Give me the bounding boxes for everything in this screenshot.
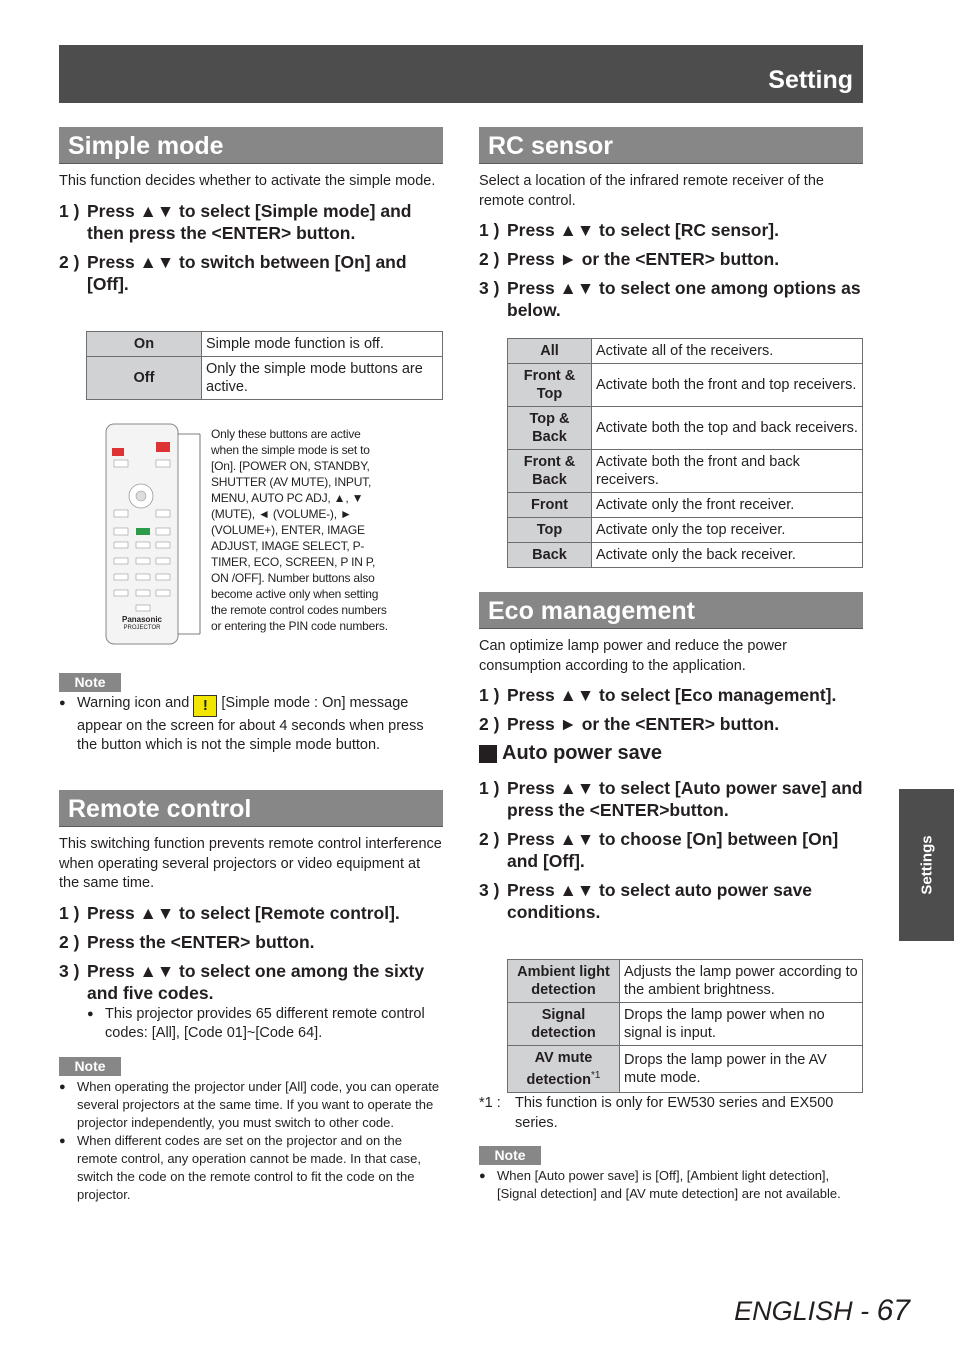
step-number: 3 ) [479,880,500,900]
note-text: When operating the projector under [All] code, you can operate several projectors at the same time. If you want to operate the projector independently, you must switch to other code. [77,1078,440,1130]
sub-bullet-text: This projector provides 65 different remote control codes: [All], [Code 01]~[Code 64]. [105,1005,425,1041]
step-text: Press ▲▼ to choose [On] between [On] and [Off]. [507,829,839,871]
table-key: Signal detection [508,1003,620,1046]
eco-note [479,1146,863,1203]
table-row [508,364,863,407]
step-item [479,684,863,706]
rc-sensor-section [479,127,863,328]
side-tab [899,789,954,941]
note-item [59,1078,443,1132]
step-text: Press ▲▼ to select [Remote control]. [87,902,400,923]
rc-sensor-table [507,338,863,568]
step-item [479,713,863,735]
step-number: 2 ) [59,251,80,272]
table-key: All [508,339,592,364]
step-number: 2 ) [479,829,500,849]
table-value: Drops the lamp power when no signal is input. [620,1003,863,1046]
note-item [59,694,443,755]
table-row [508,518,863,543]
rc-sensor-steps [479,219,863,321]
note-label: Note [59,673,121,692]
footnote-ref: *1 [591,1070,601,1081]
note-item [59,1132,443,1204]
remote-caption: Only these buttons are active when the simple mode is set to [On]. [POWER ON, STANDBY, SHUTTER (AV MUTE), INPUT, MENU, AUTO PC ADJ, ▲, ▼ (MUTE), ◄ (VOLUME-), ► (VOLUME+), ENTER, IMAGE ADJUST, IMAGE SELECT, P-TIMER, ECO, SCREEN, P IN P, ON /OFF]. Number buttons also become active only when setting the remote control codes numbers or entering the PIN code numbers. [211,427,388,633]
simple-mode-steps [59,200,443,295]
step-number: 2 ) [479,714,500,734]
table-value: Activate only the front receiver. [592,493,863,518]
step-text: Press ▲▼ to select [RC sensor]. [507,220,779,240]
step-number: 1 ) [479,778,500,798]
remote-brand: Panasonic [121,615,162,624]
simple-mode-section [59,127,443,302]
step-item [479,219,863,241]
step-text: Press ▲▼ to select [Simple mode] and then press the <ENTER> button. [87,200,412,243]
footnote [479,1094,863,1133]
table-row [508,1003,863,1046]
table-row [508,493,863,518]
step-text: Press ▲▼ to select [Auto power save] and press the <ENTER>button. [507,778,863,820]
remote-control-section [59,790,443,1204]
table-row [87,332,443,357]
table-key: Back [508,543,592,568]
bullet-icon: ● [59,1080,66,1093]
table-key: Top [508,518,592,543]
step-text: Press ▲▼ to select auto power save conditions. [507,880,813,922]
table-value: Activate both the top and back receivers. [592,407,863,450]
step-number: 1 ) [59,200,80,221]
page-footer [734,1294,910,1328]
table-row [508,543,863,568]
step-number: 2 ) [479,249,500,269]
remote-control-steps [59,902,443,1004]
footnote-mark: *1 : [479,1095,501,1111]
eco-intro: Can optimize lamp power and reduce the power consumption according to the application. [479,638,787,674]
step-text: Press ▲▼ to select [Eco management]. [507,685,837,705]
auto-power-save-heading [479,742,863,765]
note-text [77,694,443,755]
step-item [479,248,863,270]
note-text-before: Warning icon and [77,695,194,711]
table-value: Activate only the back receiver. [592,543,863,568]
table-key: Top & Back [508,407,592,450]
table-key: Front & Back [508,450,592,493]
table-row [508,450,863,493]
auto-power-save-table [507,959,863,1093]
table-row [508,339,863,364]
step-number: 2 ) [59,931,80,952]
step-text: Press ► or the <ENTER> button. [507,714,780,734]
step-number: 1 ) [479,220,500,240]
note-text-after: [Simple mode : On] message appear on the screen for about 4 seconds when press the button which is not the simple mode button. [77,695,424,753]
step-item [479,277,863,321]
table-value: Only the simple mode buttons are active. [202,357,443,400]
bullet-icon: ● [59,1134,66,1147]
remote-control-note [59,1057,443,1204]
table-key: Front [508,493,592,518]
step-number: 1 ) [59,902,80,923]
bullet-icon: ● [59,697,66,709]
table-row [508,960,863,1003]
step-item [59,960,443,1004]
table-key-text: AV mute detection [526,1050,593,1088]
note-text: When different codes are set on the projector and on the remote control, any operation cannot be made. In that case, switch the code on the remote control to fit the code on the projector. [77,1132,421,1202]
rc-sensor-title: RC sensor [479,127,863,164]
remote-control-illustration [100,420,210,648]
step-number: 3 ) [59,960,80,981]
simple-mode-intro: This function decides whether to activate the simple mode. [59,173,436,189]
table-key: Ambient light detection [508,960,620,1003]
side-tab-label: Settings [918,835,935,895]
step-text: Press ► or the <ENTER> button. [507,249,780,269]
remote-control-title: Remote control [59,790,443,827]
step-number: 1 ) [479,685,500,705]
table-value: Activate both the front and top receivers. [592,364,863,407]
step-item [59,902,443,924]
footnote-text: This function is only for EW530 series and EX500 series. [515,1095,834,1131]
table-value: Simple mode function is off. [202,332,443,357]
step-text: Press ▲▼ to select one among options as below. [507,278,861,320]
step-text: Press ▲▼ to switch between [On] and [Off]. [87,251,407,294]
table-key [508,1046,620,1093]
header-bar [59,45,863,103]
note-item [479,1167,863,1203]
simple-mode-table [86,331,443,400]
note-text: When [Auto power save] is [Off], [Ambient light detection], [Signal detection] and [AV mute detection] are not available. [497,1168,841,1201]
table-value: Drops the lamp power in the AV mute mode. [620,1046,863,1093]
bullet-icon: ● [87,1007,94,1020]
step-item [479,777,863,821]
table-row [508,1046,863,1093]
note-label: Note [479,1146,541,1165]
table-value: Activate only the top receiver. [592,518,863,543]
header-title: Setting [768,66,853,94]
simple-mode-note [59,673,443,755]
step-item [59,931,443,953]
table-key: Front & Top [508,364,592,407]
table-row [508,407,863,450]
step-item [479,828,863,872]
warning-icon: ! [193,695,217,717]
remote-control-intro: This switching function prevents remote control interference when operating several projectors or video equipment at the same time. [59,836,442,891]
step-text: Press ▲▼ to select one among the sixty and five codes. [87,960,425,1003]
step-text: Press the <ENTER> button. [87,931,315,952]
note-label: Note [59,1057,121,1076]
simple-mode-title: Simple mode [59,127,443,164]
table-key: On [87,332,202,357]
bullet-icon: ● [479,1170,486,1182]
page-number: 67 [876,1294,910,1327]
subheading-text: Auto power save [502,742,663,764]
auto-power-save-steps [479,777,863,923]
table-key: Off [87,357,202,400]
table-value: Activate both the front and back receivers. [592,450,863,493]
table-value: Activate all of the receivers. [592,339,863,364]
footer-language: ENGLISH - [734,1296,877,1326]
step-number: 3 ) [479,278,500,298]
eco-management-title: Eco management [479,592,863,629]
step-item [479,879,863,923]
rc-sensor-intro: Select a location of the infrared remote receiver of the remote control. [479,173,824,209]
remote-model: PROJECTOR [123,625,161,631]
step-item [59,200,443,244]
sub-bullet [87,1005,443,1044]
step-item [59,251,443,295]
eco-steps [479,684,863,735]
square-bullet-icon [479,745,497,763]
table-row [87,357,443,400]
table-value: Adjusts the lamp power according to the ambient brightness. [620,960,863,1003]
eco-management-section [479,592,863,930]
